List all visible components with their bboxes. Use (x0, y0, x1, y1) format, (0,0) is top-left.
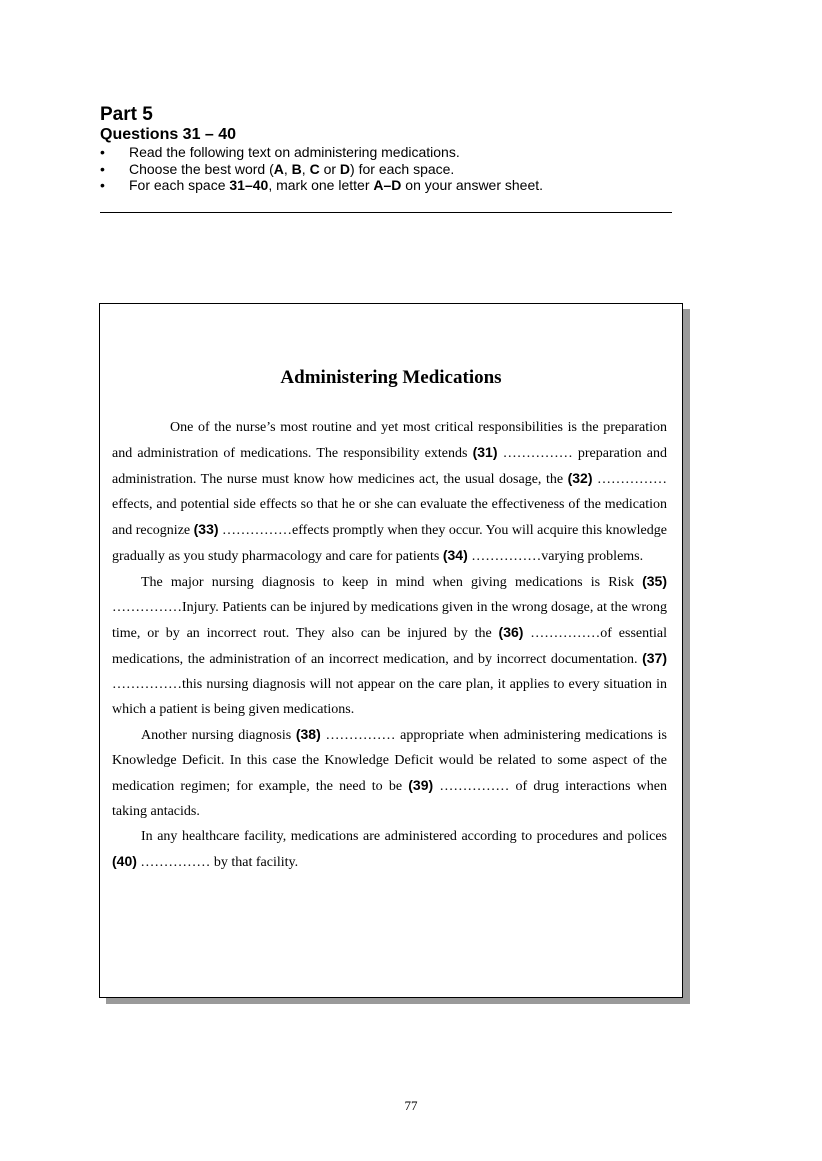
instruction-item (100, 177, 675, 194)
passage-text-run: In any healthcare facility, medications are administered according to procedures and polices (141, 829, 667, 844)
passage-text-run: …………… of drug interactions when taking antacids. (112, 779, 667, 819)
passage-text-run: ……………this nursing diagnosis will not appear on the care plan, it applies to every situation in which a patient is being given medications. (112, 677, 667, 717)
passage-text (112, 415, 667, 875)
bullet-icon: • (100, 160, 105, 177)
gap-number: (39) (408, 777, 434, 793)
instruction-emphasis: A–D (373, 177, 402, 193)
gap-number: (35) (642, 573, 667, 589)
instruction-emphasis: A (273, 160, 284, 177)
part-title: Part 5 (100, 104, 153, 125)
instruction-text: , (283, 160, 292, 177)
instruction-text: ) for each space. (350, 160, 455, 177)
passage-box (99, 303, 683, 998)
instruction-emphasis: 31–40 (229, 177, 269, 193)
passage-paragraph (112, 722, 667, 824)
passage-title: Administering Medications (280, 367, 502, 388)
gap-number: (33) (193, 521, 219, 537)
instruction-text: or (319, 160, 340, 177)
passage-text-run: …………… preparation and administration. The nurse must know how medicines act, the usual dosage, the (112, 446, 667, 487)
bullet-icon: • (100, 144, 105, 160)
passage-text-run: ……………varying problems. (467, 549, 644, 564)
gap-number: (38) (295, 726, 321, 742)
passage-text-run: ……………effects promptly when they occur. You will acquire this knowledge gradually as you study pharmacology and care for patients (112, 523, 667, 564)
passage-text-run: …………… by that facility. (136, 855, 299, 870)
instruction-text: , mark one letter (268, 177, 374, 193)
gap-number: (31) (472, 444, 498, 460)
gap-number: (37) (642, 650, 667, 666)
instructions-header (100, 104, 675, 194)
instruction-item (100, 161, 675, 178)
passage-text-run: Another nursing diagnosis (141, 728, 296, 743)
passage-text-run: ……………effects, and potential side effects so that he or she can evaluate the effectiveness of the medication and recognize (112, 472, 668, 538)
gap-number: (36) (498, 624, 524, 640)
passage-paragraph (112, 569, 667, 722)
instruction-text: For each space (129, 177, 230, 193)
instruction-text: on your answer sheet. (401, 177, 544, 193)
gap-number: (40) (112, 853, 137, 869)
passage-text-run: The major nursing diagnosis to keep in mind when giving medications is Risk (141, 575, 643, 590)
instruction-emphasis: B (291, 160, 302, 177)
bullet-icon: • (100, 177, 105, 193)
instruction-text: , (301, 160, 310, 177)
instruction-text: Read the following text on administering medications. (129, 144, 460, 160)
passage-text-run: ……………Injury. Patients can be injured by medications given in the wrong dosage, at the wrong time, or by an incorrect rout. They also can be injured by the (112, 600, 667, 641)
header-divider (100, 212, 672, 213)
instruction-emphasis: C (309, 160, 320, 177)
instruction-emphasis: D (339, 160, 351, 177)
passage-paragraph (112, 824, 667, 875)
instruction-text: Choose the best word ( (129, 160, 274, 177)
page-number: 77 (404, 1098, 418, 1113)
passage-text-run: One of the nurse’s most routine and yet most critical responsibilities is the preparation and administration of medications. The responsibility extends (112, 420, 667, 461)
passage-text-run: ……………of essential medications, the administration of an incorrect medication, and by incorrect documentation. (112, 626, 667, 667)
passage-text-run: …………… appropriate when administering medications is Knowledge Deficit. In this case the Knowledge Deficit would be related to some aspect of the medication regimen; for example, the need to be (112, 728, 667, 794)
instruction-item (100, 144, 675, 161)
gap-number: (32) (567, 470, 593, 486)
questions-title: Questions 31 – 40 (100, 126, 237, 143)
instructions-list (100, 144, 675, 194)
gap-number: (34) (442, 547, 468, 563)
passage-paragraph (112, 415, 667, 569)
